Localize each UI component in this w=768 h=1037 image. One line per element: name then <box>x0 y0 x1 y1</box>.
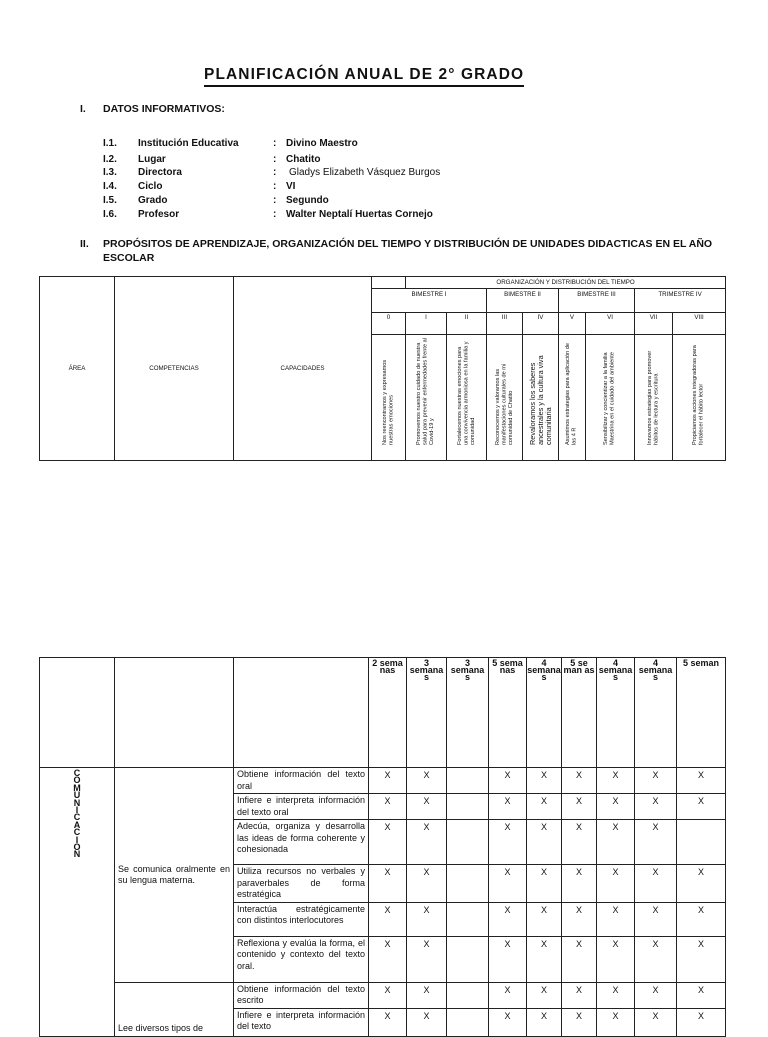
schedule-mark: X <box>597 982 635 1008</box>
schedule-mark: X <box>369 768 407 794</box>
schedule-mark: X <box>677 982 726 1008</box>
week-count: 4 semana s <box>527 658 562 768</box>
info-colon: : <box>273 154 277 165</box>
unit-title-cell <box>447 335 487 461</box>
unit-title: Asumimos estrategias para aplicación de las 4 R <box>565 343 578 445</box>
area-name: COMUNICACION <box>73 768 81 860</box>
schedule-mark: X <box>407 865 447 903</box>
schedule-mark <box>447 982 489 1008</box>
schedule-mark: X <box>527 936 562 982</box>
week-count: 5 sema nas <box>489 658 527 768</box>
info-number: I.3. <box>103 167 117 178</box>
capacity-text: Infiere e interpreta información del texto <box>234 1008 369 1036</box>
schedule-mark: X <box>369 982 407 1008</box>
schedule-mark: X <box>635 982 677 1008</box>
page-title: PLANIFICACIÓN ANUAL DE 2° GRADO <box>204 66 524 87</box>
schedule-mark <box>447 902 489 936</box>
week-count: 5 se man as <box>562 658 597 768</box>
schedule-mark: X <box>635 1008 677 1036</box>
table-row <box>40 768 726 794</box>
info-colon: : <box>273 195 277 206</box>
schedule-mark: X <box>635 902 677 936</box>
info-label: Ciclo <box>138 181 163 192</box>
schedule-mark: X <box>489 936 527 982</box>
blank-cell <box>115 658 234 768</box>
unit-title-cell <box>673 335 726 461</box>
schedule-mark: X <box>407 936 447 982</box>
info-label: Grado <box>138 195 168 206</box>
section-2-title: PROPÓSITOS DE APRENDIZAJE, ORGANIZACIÓN DEL TIEMPO Y DISTRIBUCIÓN DE UNIDADES DIDACTICAS EN EL AÑO ESCOLAR <box>103 238 713 264</box>
section-1-number: I. <box>80 103 86 115</box>
schedule-mark <box>447 820 489 865</box>
schedule-mark: X <box>527 820 562 865</box>
schedule-mark: X <box>635 936 677 982</box>
schedule-mark <box>447 936 489 982</box>
week-count: 2 sema nas <box>369 658 407 768</box>
capacity-text: Obtiene información del texto oral <box>234 768 369 794</box>
header-capacidades: CAPACIDADES <box>234 277 372 461</box>
week-count: 3 semana s <box>407 658 447 768</box>
competency-name: Se comunica oralmente en su lengua materna. <box>115 768 234 983</box>
info-row <box>103 208 603 222</box>
schedule-mark: X <box>407 1008 447 1036</box>
info-number: I.1. <box>103 138 117 149</box>
schedule-mark: X <box>562 1008 597 1036</box>
schedule-mark: X <box>489 1008 527 1036</box>
schedule-mark: X <box>562 865 597 903</box>
capacity-text: Adecúa, organiza y desarrolla las ideas de forma coherente y cohesionada <box>234 820 369 865</box>
schedule-mark: X <box>562 820 597 865</box>
schedule-mark: X <box>562 982 597 1008</box>
section-1-title: DATOS INFORMATIVOS: <box>103 103 225 115</box>
schedule-mark: X <box>489 768 527 794</box>
schedule-mark: X <box>597 794 635 820</box>
info-number: I.6. <box>103 209 117 220</box>
info-number: I.5. <box>103 195 117 206</box>
info-colon: : <box>273 138 277 149</box>
schedule-mark: X <box>562 768 597 794</box>
info-colon: : <box>273 209 277 220</box>
schedule-mark: X <box>527 982 562 1008</box>
info-label: Lugar <box>138 154 166 165</box>
unit-title-cell <box>586 335 635 461</box>
unit-title: Reconocemos y valoramos las manifestaciones culturales de mi comunidad de Chatito <box>494 363 514 445</box>
info-number: I.4. <box>103 181 117 192</box>
capacity-text: Infiere e interpreta información del texto oral <box>234 794 369 820</box>
unit-number: V <box>559 313 586 335</box>
unit-title-cell <box>406 335 447 461</box>
schedule-mark: X <box>677 936 726 982</box>
capacity-text: Interactúa estratégicamente con distintos interlocutores <box>234 902 369 936</box>
period-bimestre-2: BIMESTRE II <box>487 289 559 313</box>
schedule-mark: X <box>677 865 726 903</box>
schedule-mark: X <box>489 820 527 865</box>
unit-number: II <box>447 313 487 335</box>
unit-title: Innovamos estrategias para promover hábitos de lectura y escritura <box>646 350 660 445</box>
blank-cell <box>234 658 369 768</box>
schedule-mark: X <box>597 902 635 936</box>
blank-cell <box>372 277 406 289</box>
schedule-mark: X <box>489 865 527 903</box>
schedule-mark: X <box>635 768 677 794</box>
info-row <box>103 137 603 151</box>
header-organizacion: ORGANIZACIÓN Y DISTRIBUCIÓN DEL TIEMPO <box>406 277 726 289</box>
schedule-mark: X <box>407 794 447 820</box>
info-label: Profesor <box>138 209 180 220</box>
week-count: 3 semana s <box>447 658 489 768</box>
schedule-mark: X <box>677 794 726 820</box>
capacity-text: Obtiene información del texto escrito <box>234 982 369 1008</box>
info-value: Segundo <box>286 195 329 206</box>
schedule-mark <box>447 865 489 903</box>
schedule-mark: X <box>562 794 597 820</box>
info-number: I.2. <box>103 154 117 165</box>
schedule-mark: X <box>407 982 447 1008</box>
unit-number: 0 <box>372 313 406 335</box>
schedule-mark: X <box>635 794 677 820</box>
info-row <box>103 180 603 194</box>
unit-title-cell <box>635 335 673 461</box>
schedule-mark: X <box>489 902 527 936</box>
schedule-mark: X <box>597 1008 635 1036</box>
capacity-text: Reflexiona y evalúa la forma, el contenido y contexto del texto oral. <box>234 936 369 982</box>
schedule-mark <box>677 820 726 865</box>
schedule-mark: X <box>527 794 562 820</box>
info-value: VI <box>286 181 296 192</box>
week-count: 4 semana s <box>635 658 677 768</box>
info-value: Divino Maestro <box>286 138 358 149</box>
schedule-mark: X <box>562 902 597 936</box>
schedule-mark: X <box>369 936 407 982</box>
schedule-mark: X <box>597 865 635 903</box>
schedule-mark: X <box>597 820 635 865</box>
unit-title: Revaloramos los saberes ancestrales y la cultura viva comunitaria <box>527 355 553 445</box>
organization-table <box>39 276 726 461</box>
info-label: Directora <box>138 167 182 178</box>
schedule-mark: X <box>489 982 527 1008</box>
schedule-mark: X <box>527 902 562 936</box>
schedule-mark: X <box>677 768 726 794</box>
schedule-mark: X <box>407 768 447 794</box>
schedule-mark: X <box>369 1008 407 1036</box>
info-label: Institución Educativa <box>138 138 239 149</box>
info-row <box>103 194 603 208</box>
area-label <box>40 768 115 1037</box>
info-value: Gladys Elizabeth Vásquez Burgos <box>289 167 441 178</box>
header-competencias: COMPETENCIAS <box>115 277 234 461</box>
schedule-mark: X <box>369 865 407 903</box>
unit-number: I <box>406 313 447 335</box>
schedule-mark: X <box>527 768 562 794</box>
unit-number: VI <box>586 313 635 335</box>
unit-number: VII <box>635 313 673 335</box>
schedule-mark: X <box>527 865 562 903</box>
unit-title: Fortalecemos nuestras emociones para una convivencia armoniosa en la familia y comunidad <box>456 341 476 445</box>
schedule-mark: X <box>635 820 677 865</box>
schedule-mark: X <box>407 902 447 936</box>
period-bimestre-1: BIMESTRE I <box>372 289 487 313</box>
unit-title: Promovemos nuestro cuidado de nuestra salud para prevenir enfermedades frente al Covid-19 y <box>416 338 436 445</box>
schedule-mark: X <box>407 820 447 865</box>
schedule-mark <box>447 768 489 794</box>
schedule-mark: X <box>489 794 527 820</box>
unit-title-cell <box>372 335 406 461</box>
period-trimestre-4: TRIMESTRE IV <box>635 289 726 313</box>
week-count: 5 seman <box>677 658 726 768</box>
unit-number: VIII <box>673 313 726 335</box>
schedule-mark: X <box>677 902 726 936</box>
table-row <box>40 982 726 1008</box>
schedule-mark <box>447 794 489 820</box>
unit-title: Sensibilizar y concientizar a la familia Maestrina en el cuidado del ambiente <box>603 352 616 445</box>
unit-title-cell <box>559 335 586 461</box>
capacity-text: Utiliza recursos no verbales y paraverbales de forma estratégica <box>234 865 369 903</box>
info-value: Chatito <box>286 154 321 165</box>
unit-title: Nos reencontramos y expresamos nuestras emociones <box>381 359 395 445</box>
schedule-mark: X <box>597 768 635 794</box>
schedule-mark: X <box>369 820 407 865</box>
schedule-mark: X <box>677 1008 726 1036</box>
period-bimestre-3: BIMESTRE III <box>559 289 635 313</box>
schedule-mark: X <box>369 794 407 820</box>
schedule-mark: X <box>597 936 635 982</box>
unit-number: IV <box>523 313 559 335</box>
info-row <box>103 153 603 167</box>
competencies-table <box>39 657 726 1037</box>
info-row <box>103 166 603 180</box>
section-2-number: II. <box>80 238 89 250</box>
blank-cell <box>40 658 115 768</box>
schedule-mark: X <box>369 902 407 936</box>
info-colon: : <box>273 181 277 192</box>
unit-title-cell <box>523 335 559 461</box>
header-area: ÁREA <box>40 277 115 461</box>
info-value: Walter Neptalí Huertas Cornejo <box>286 209 433 220</box>
week-count: 4 semana s <box>597 658 635 768</box>
schedule-mark <box>447 1008 489 1036</box>
schedule-mark: X <box>562 936 597 982</box>
unit-title: Propiciamos acciones integradoras para fortalecer el hábito lector <box>692 345 706 445</box>
info-colon: : <box>273 167 277 178</box>
schedule-mark: X <box>635 865 677 903</box>
unit-number: III <box>487 313 523 335</box>
unit-title-cell <box>487 335 523 461</box>
schedule-mark: X <box>527 1008 562 1036</box>
competency-name: Lee diversos tipos de <box>115 982 234 1036</box>
